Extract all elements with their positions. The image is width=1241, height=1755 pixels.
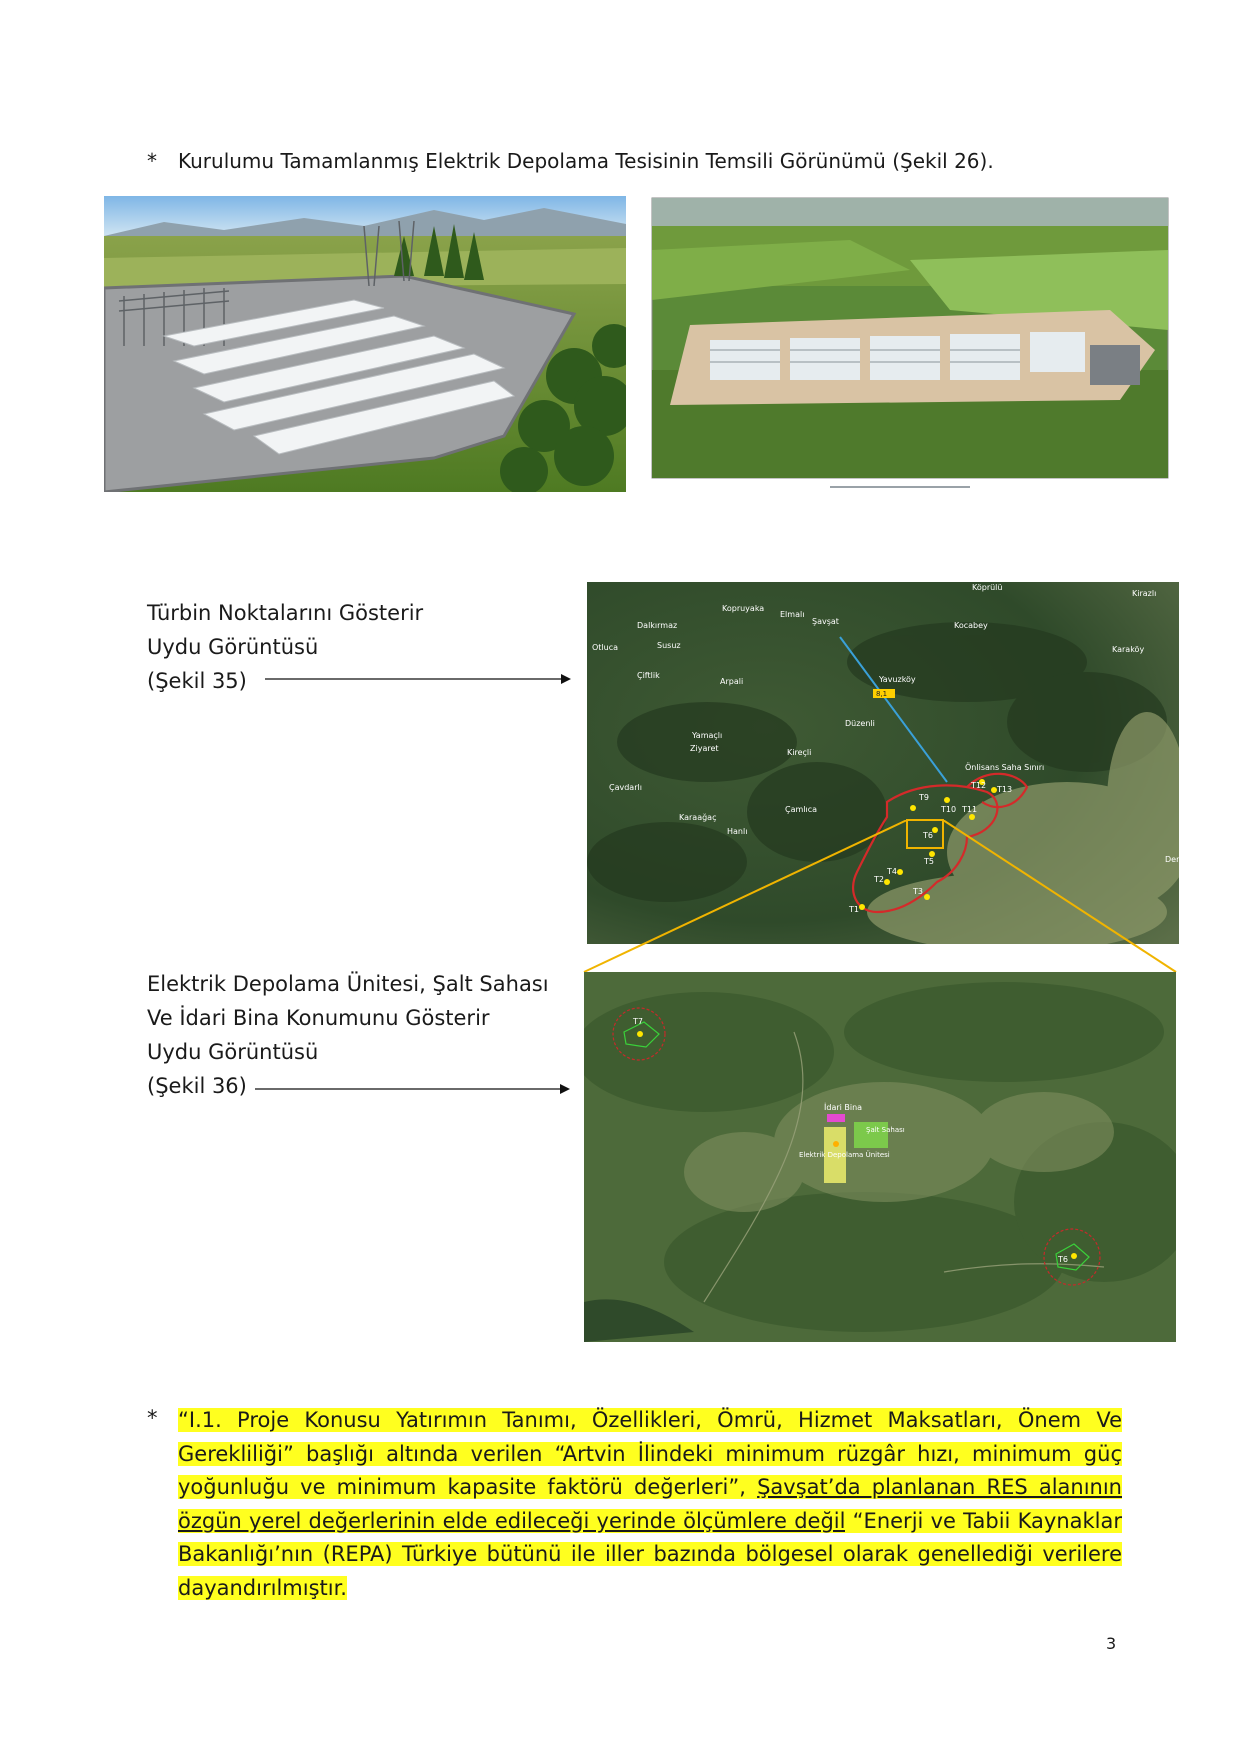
turbine-label: T10 [941,805,957,814]
figure36-caption-line: Uydu Görüntüsü [147,1040,319,1064]
place-label: Elmalı [780,610,805,619]
place-label: Arpali [720,677,744,686]
paragraph-part2: “Enerji ve Tabii Kaynaklar Bakanlığı’nın (REPA) Türkiye bütünü ile iller bazında bölgesel olarak genellediği verilere dayandırılmıştır. [178,1508,1122,1600]
figure26-caption: Kurulumu Tamamlanmış Elektrik Depolama Tesisinin Temsili Görünümü (Şekil 26). [178,149,994,173]
place-label: Yavuzköy [879,675,916,684]
zoom-connector [580,820,1180,980]
storage-facility-aerial-photo [650,190,1172,492]
turbine-label: T9 [919,793,929,802]
figure26-bullet: * [147,149,157,173]
place-label: Der [1165,855,1179,864]
admin-building-marker [827,1114,845,1122]
place-label: Karaağaç [679,813,717,822]
paragraph-part1: “I.1. Proje Konusu Yatırımın Tanımı, Özellikleri, Ömrü, Hizmet Maksatları, Önem Ve Gerekliliği” başlığı altında verilen “Artvin İlindeki minimum rüzgâr hızı, minimum güç yoğunluğu ve minimum kapasite faktörü değerleri”, [178,1408,1122,1500]
turbine-label: T7 [633,1017,643,1026]
place-label: Susuz [657,641,681,650]
distance-label: 8,1 [876,690,888,698]
figure35-caption-line: (Şekil 35) [147,669,247,693]
turbine-label: T3 [913,887,923,896]
paragraph-bullet: * [147,1406,158,1430]
place-label: Şavşat [812,617,839,626]
place-label: Ziyaret [690,744,719,753]
storage-facility-rendering [104,196,626,492]
page-number: 3 [1106,1634,1117,1653]
switchyard-label: Şalt Sahası [866,1126,905,1134]
turbine-label: T1 [849,905,859,914]
place-label: Önlisans Saha Sınırı [965,763,1045,772]
place-label: Çavdarlı [609,783,642,792]
figure35-caption-line: Uydu Görüntüsü [147,635,319,659]
place-label: Kocabey [954,621,988,630]
place-label: Kopruyaka [722,604,765,613]
place-label: Kireçli [787,748,812,757]
turbine-label: T5 [924,857,934,866]
place-label: Kirazlı [1132,589,1157,598]
place-label: Otluca [592,643,619,652]
turbine-label: T6 [1058,1255,1068,1264]
figure36-arrow [255,1082,575,1096]
figure35-caption-line: Türbin Noktalarını Gösterir [147,601,424,625]
figure36-caption-line: Elektrik Depolama Ünitesi, Şalt Sahası [147,972,549,996]
turbine-label: T12 [971,781,987,790]
place-label: Karaköy [1112,645,1145,654]
storage-unit-label: Elektrik Depolama Ünitesi [799,1151,890,1159]
turbine-label: T13 [997,785,1013,794]
place-label: Düzenli [845,719,875,728]
turbine-label: T2 [874,875,884,884]
admin-building-label: İdari Bina [824,1103,863,1112]
place-label: Çamlıca [785,805,818,814]
summary-paragraph [178,1404,1122,1606]
place-label: Hanlı [727,827,748,836]
place-label: Çiftlik [637,671,660,680]
figure35-arrow [265,672,575,686]
turbine-label: T11 [962,805,978,814]
place-label: Dalkırmaz [637,621,678,630]
paragraph-underlined: Şavşat’da planlanan RES alanının özgün yerel değerlerinin elde edileceği yerinde ölçümlere değil [178,1475,1122,1533]
storage-site-satellite-map [584,972,1176,1342]
figure36-caption-line: Ve İdari Bina Konumunu Gösterir [147,1006,490,1030]
turbine-label: T4 [887,867,897,876]
place-label: Yamaçlı [692,731,723,740]
place-label: Köprülü [972,583,1003,592]
figure36-caption-line: (Şekil 36) [147,1074,247,1098]
turbine-label: T6 [923,831,933,840]
